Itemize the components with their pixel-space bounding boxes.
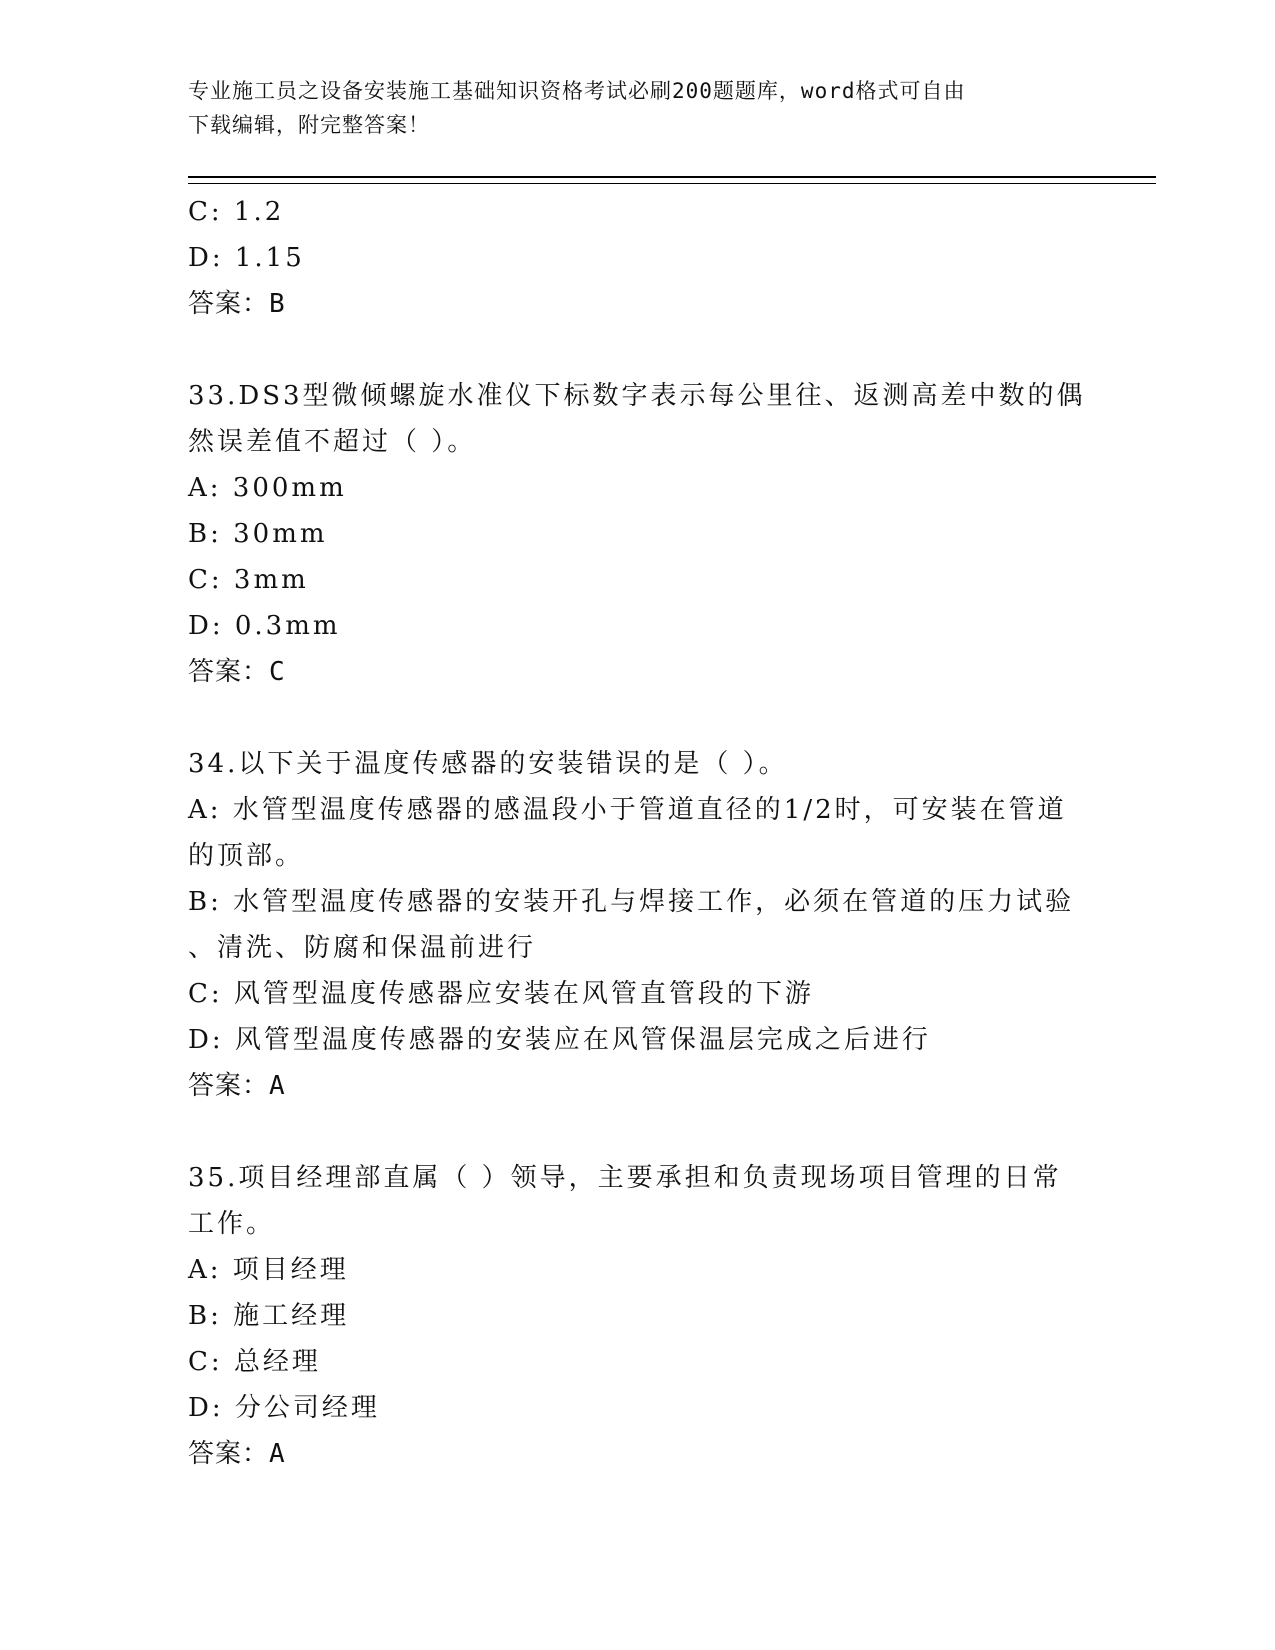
option-a-line-1: A: 水管型温度传感器的感温段小于管道直径的1/2时，可安装在管道 (188, 795, 1067, 825)
question-list (188, 189, 1088, 1477)
option-d: D: 分公司经理 (188, 1393, 380, 1423)
option-d: D: 风管型温度传感器的安装应在风管保温层完成之后进行 (188, 1025, 931, 1055)
previous-question-tail (188, 189, 1088, 327)
option-b: B: 施工经理 (188, 1301, 350, 1331)
answer-line: 答案：A (188, 1439, 286, 1469)
option-b: B: 30mm (188, 519, 328, 549)
option-b-line-1: B: 水管型温度传感器的安装开孔与焊接工作，必须在管道的压力试验 (188, 887, 1075, 917)
header-title-line-1: 专业施工员之设备安装施工基础知识资格考试必刷200题题库，word格式可自由 (188, 79, 966, 103)
spacer (188, 695, 1088, 741)
option-a-line-2: 的顶部。 (188, 841, 305, 871)
question-stem: 34.以下关于温度传感器的安装错误的是（ ）。 (188, 749, 788, 779)
header-divider-thin (188, 183, 1156, 184)
option-d: D: 1.15 (188, 243, 305, 273)
question-stem-line-1: 33.DS3型微倾螺旋水准仪下标数字表示每公里往、返测高差中数的偶 (188, 381, 1086, 411)
option-c: C: 风管型温度传感器应安装在风管直管段的下游 (188, 979, 814, 1009)
answer-line: 答案：C (188, 657, 286, 687)
header-divider-thick (188, 176, 1156, 178)
option-a: A: 300mm (188, 473, 347, 503)
answer-line: 答案：B (188, 289, 286, 319)
option-c: C: 1.2 (188, 197, 285, 227)
option-c: C: 3mm (188, 565, 309, 595)
option-d: D: 0.3mm (188, 611, 341, 641)
question-stem-line-2: 然误差值不超过（ ）。 (188, 427, 477, 457)
question-34 (188, 741, 1088, 1109)
answer-line: 答案：A (188, 1071, 286, 1101)
question-33 (188, 373, 1088, 695)
spacer (188, 327, 1088, 373)
spacer (188, 1109, 1088, 1155)
document-header (188, 74, 1068, 142)
option-c: C: 总经理 (188, 1347, 321, 1377)
option-b-line-2: 、清洗、防腐和保温前进行 (188, 933, 537, 963)
option-a: A: 项目经理 (188, 1255, 349, 1285)
question-35 (188, 1155, 1088, 1477)
question-stem-line-1: 35.项目经理部直属（ ）领导，主要承担和负责现场项目管理的日常 (188, 1163, 1062, 1193)
header-title-line-2: 下载编辑，附完整答案！ (188, 113, 430, 137)
question-stem-line-2: 工作。 (188, 1209, 276, 1239)
